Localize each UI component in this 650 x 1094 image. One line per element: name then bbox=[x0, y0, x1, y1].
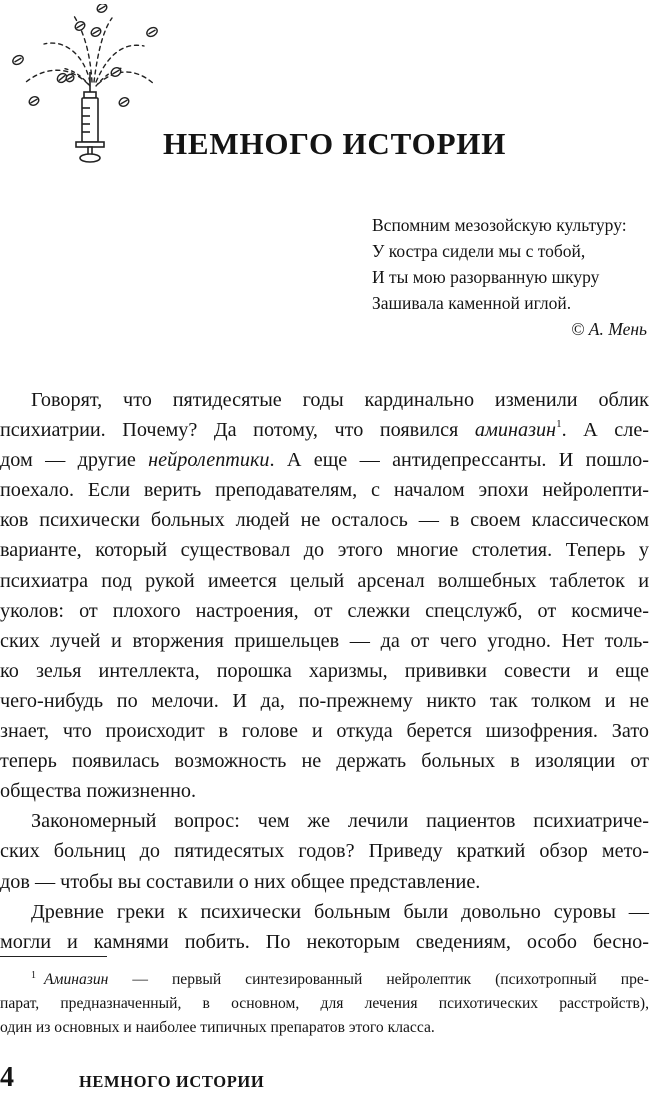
text-line: общества пожизненно. bbox=[0, 780, 197, 803]
footnote-line bbox=[31, 964, 649, 992]
footnote-line: парат, предназначенный, в основном, для лечения психотических расстройств), bbox=[0, 995, 649, 1012]
text-line: ков психически больных людей не осталось — в своем классическом bbox=[0, 509, 649, 532]
text-line: Закономерный вопрос: чем же лечили пациентов психиатриче- bbox=[31, 810, 649, 833]
text-span: . А еще — антидепрессанты. И пошло- bbox=[269, 449, 649, 472]
footnote-divider bbox=[0, 956, 107, 957]
paragraph bbox=[0, 385, 650, 806]
text-line: психиатра под рукой имеется целый арсенал волшебных таблеток и bbox=[0, 569, 649, 592]
paragraph bbox=[0, 806, 649, 896]
text-span: дом — другие bbox=[0, 449, 149, 472]
text-span: — первый синтезированный нейролептик (психотропный пре- bbox=[108, 971, 649, 988]
epigraph-line: Зашивала каменной иглой. bbox=[372, 293, 572, 313]
text-span: психиатрии. Почему? Да потому, что появился bbox=[0, 419, 475, 442]
text-line: дов — чтобы вы составили о них общее представление. bbox=[0, 870, 481, 893]
drug-class: нейролептики bbox=[148, 449, 270, 472]
epigraph-line: И ты мою разорванную шкуру bbox=[372, 267, 600, 287]
footnote-mark: 1 bbox=[31, 970, 36, 981]
text-span: Говорят, что пятидесятые годы кардинально изменили облик bbox=[31, 389, 649, 411]
text-line bbox=[0, 415, 649, 445]
text-line: поехало. Если верить преподавателям, с началом эпохи нейролепти- bbox=[0, 479, 649, 502]
text-line: ских больниц до пятидесятых годов? Приведу краткий обзор мето- bbox=[0, 840, 649, 863]
footnote bbox=[0, 964, 649, 1040]
text-line: знает, что происходит в голове и откуда берется шизофрения. Зато bbox=[0, 720, 649, 743]
text-span: . А сле- bbox=[561, 419, 650, 442]
text-line: Древние греки к психически больным были довольно суровы — bbox=[31, 900, 649, 923]
footnote-ref[interactable]: 1 bbox=[556, 418, 562, 431]
epigraph-line: У костра сидели мы с тобой, bbox=[372, 241, 586, 261]
text-line: чего-нибудь по мелочи. И да, по-прежнему никто так толком и не bbox=[0, 689, 649, 712]
footnote-term: Аминазин bbox=[44, 971, 109, 988]
text-line bbox=[31, 385, 649, 415]
epigraph bbox=[372, 212, 649, 342]
text-line: теперь появилась возможность не держать больных в изоляции от bbox=[0, 750, 649, 773]
epigraph-line: Вспомним мезозойскую культуру: bbox=[372, 215, 627, 235]
text-line bbox=[0, 445, 649, 475]
epigraph-author: © А. Мень bbox=[571, 319, 647, 339]
text-line: ских лучей и вторжения пришельцев — да от чего угодно. Нет толь- bbox=[0, 629, 649, 652]
chapter-title: НЕМНОГО ИСТОРИИ bbox=[163, 126, 507, 161]
footnote-line: один из основных и наиболее типичных препаратов этого класса. bbox=[0, 1019, 435, 1036]
syringe-with-pills-icon bbox=[4, 4, 164, 166]
paragraph bbox=[0, 897, 649, 957]
text-line: уколов: от плохого настроения, от слежки спецслужб, от космиче- bbox=[0, 599, 649, 622]
page-number: 4 bbox=[0, 1062, 14, 1093]
text-line: ко зелья интеллекта, порошка харизмы, прививки совести и еще bbox=[0, 659, 649, 682]
drug-name: аминазин bbox=[474, 419, 557, 442]
running-head: НЕМНОГО ИСТОРИИ bbox=[79, 1072, 265, 1091]
body-text bbox=[0, 385, 650, 957]
text-line: могли и камнями побить. По некоторым сведениям, особо бесно- bbox=[0, 930, 649, 953]
text-line: варианте, который существовал до этого многие столетия. Теперь у bbox=[0, 539, 649, 562]
